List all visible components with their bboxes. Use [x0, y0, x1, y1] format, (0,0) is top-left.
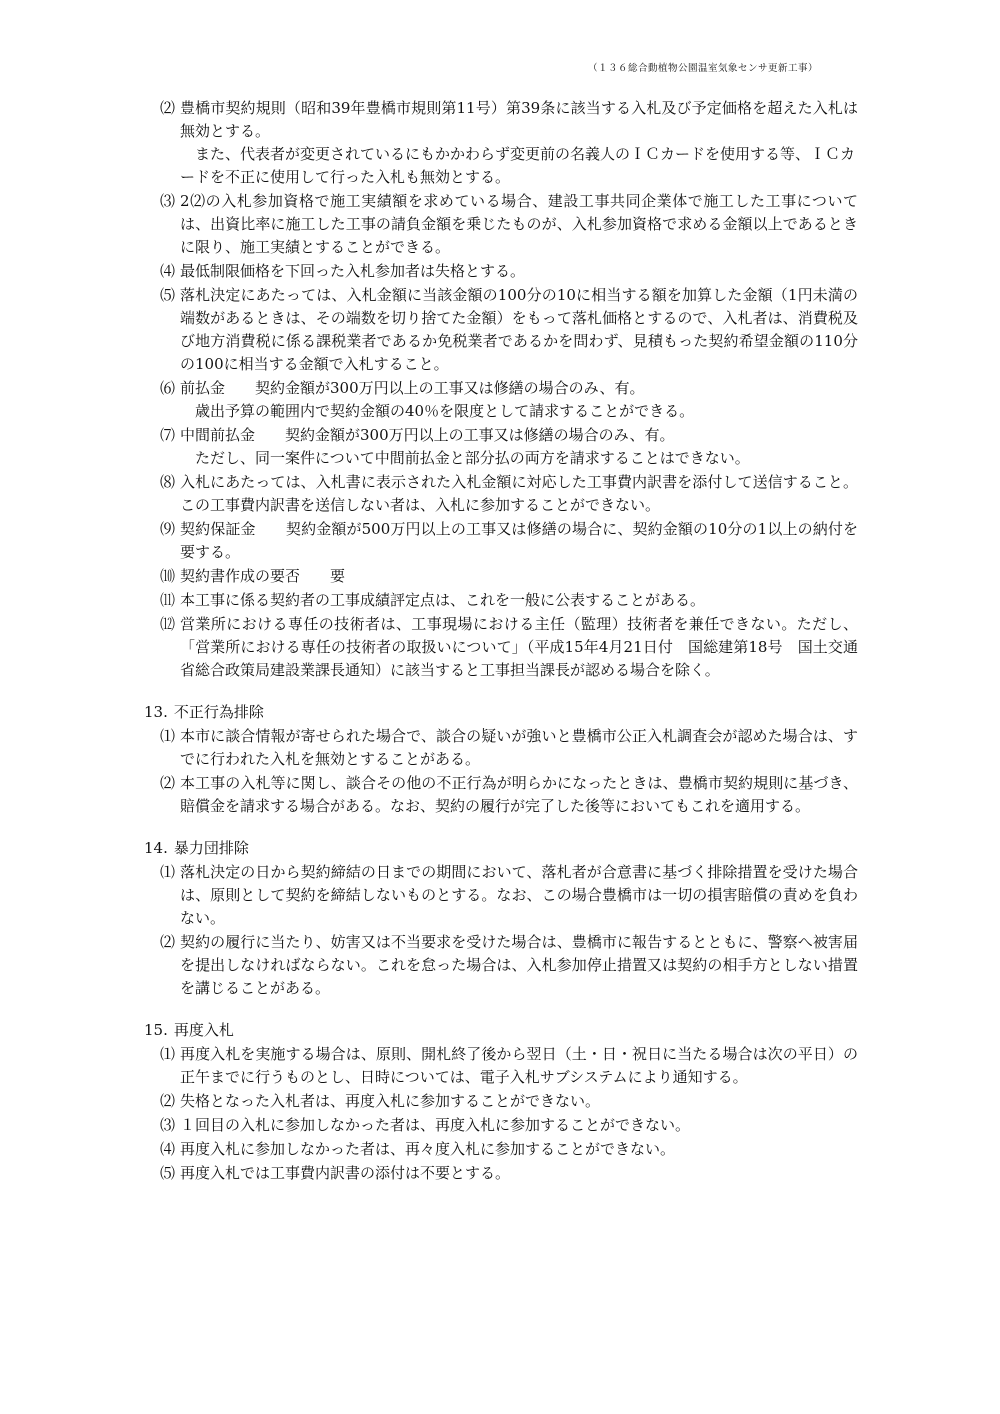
list-item: [0, 1043, 1000, 1089]
list-item: [0, 589, 1000, 612]
list-item: [0, 1114, 1000, 1137]
item-number: ⑶: [160, 1116, 176, 1134]
item-number: ⑽: [160, 567, 176, 585]
item-number: ⑵: [160, 774, 176, 792]
item-text: 再度入札では工事費内訳書の添付は不要とする。: [180, 1164, 511, 1182]
section-number: 14.: [144, 839, 168, 857]
item-extra-text: 歳出予算の範囲内で契約金額の40％を限度として請求することができる。: [195, 402, 695, 420]
section-number: 15.: [144, 1021, 168, 1039]
list-item: [0, 1090, 1000, 1113]
item-number: ⑺: [160, 426, 176, 444]
item-text: 本市に談合情報が寄せられた場合で、談合の疑いが強いと豊橋市公正入札調査会が認めた場合は、すでに行われた入札を無効とすることがある。: [180, 727, 858, 768]
document-body: [0, 96, 1000, 1185]
list-item: [0, 97, 1000, 143]
item-number: ⑴: [160, 727, 176, 745]
list-item: [0, 377, 1000, 400]
list-item: [0, 1138, 1000, 1161]
item-text: 最低制限価格を下回った入札参加者は失格とする。: [180, 262, 526, 280]
item-number: ⑸: [160, 1164, 176, 1182]
list-item: [0, 772, 1000, 818]
section-title: 不正行為排除: [173, 703, 264, 721]
item-text: 本工事の入札等に関し、談合その他の不正行為が明らかになったときは、豊橋市契約規則に基づき、賠償金を請求する場合がある。なお、契約の履行が完了した後等においてもこれを適用する。: [180, 774, 858, 815]
item-number: ⑴: [160, 1045, 176, 1063]
item-extra-text: また、代表者が変更されているにもかかわらず変更前の名義人のＩＣカードを使用する等、ＩＣカードを不正に使用して行った入札も無効とする。: [180, 145, 856, 186]
list-item: [0, 1162, 1000, 1185]
section-heading-14: [0, 836, 1000, 860]
list-item: [0, 260, 1000, 283]
item-number: ⑶: [160, 192, 176, 210]
list-item: [0, 190, 1000, 259]
item-text: 再度入札を実施する場合は、原則、開札終了後から翌日（土・日・祝日に当たる場合は次の平日）の正午までに行うものとし、日時については、電子入札サブシステムにより通知する。: [180, 1045, 858, 1086]
item-text: 再度入札に参加しなかった者は、再々度入札に参加することができない。: [180, 1140, 676, 1158]
list-item: [0, 931, 1000, 1000]
item-text: 契約保証金 契約金額が500万円以上の工事又は修繕の場合に、契約金額の10分の1以上の納付を要する。: [180, 520, 858, 561]
item-text: 契約の履行に当たり、妨害又は不当要求を受けた場合は、豊橋市に報告するとともに、警察へ被害届を提出しなければならない。これを怠った場合は、入札参加停止措置又は契約の相手方としない措置を講じることがある。: [180, 933, 858, 997]
item-text: 前払金 契約金額が300万円以上の工事又は修繕の場合のみ、有。: [180, 379, 645, 397]
item-text: 中間前払金 契約金額が300万円以上の工事又は修繕の場合のみ、有。: [180, 426, 675, 444]
list-item: [0, 284, 1000, 376]
project-header: （１３６総合動植物公園温室気象センサ更新工事）: [587, 63, 818, 74]
section-title: 再度入札: [173, 1021, 234, 1039]
item-number: ⑸: [160, 286, 176, 304]
item-text: １回目の入札に参加しなかった者は、再度入札に参加することができない。: [180, 1116, 691, 1134]
item-number: ⑴: [160, 863, 176, 881]
list-item: [0, 518, 1000, 564]
section-title: 暴力団排除: [173, 839, 249, 857]
section-heading-13: [0, 700, 1000, 724]
item-text: 入札にあたっては、入札書に表示された入札金額に対応した工事費内訳書を添付して送信すること。この工事費内訳書を送信しない者は、入札に参加することができない。: [180, 473, 858, 514]
item-number: ⑼: [160, 520, 176, 538]
list-item: [0, 725, 1000, 771]
item-number: ⑵: [160, 1092, 176, 1110]
item-number: ⑵: [160, 99, 176, 117]
item-number: ⑾: [160, 591, 176, 609]
item-number: ⑻: [160, 473, 176, 491]
item-number: ⑷: [160, 262, 176, 280]
list-item: [0, 861, 1000, 930]
item-text: 豊橋市契約規則（昭和39年豊橋市規則第11号）第39条に該当する入札及び予定価格を超えた入札は無効とする。: [180, 99, 858, 140]
item-text: 2⑵の入札参加資格で施工実績額を求めている場合、建設工事共同企業体で施工した工事については、出資比率に施工した工事の請負金額を乗じたものが、入札参加資格で求める金額以上であるときに限り、施工実績とすることができる。: [180, 192, 858, 256]
item-number: ⑿: [160, 615, 176, 633]
item-number: ⑹: [160, 379, 176, 397]
item-text: 落札決定の日から契約締結の日までの期間において、落札者が合意書に基づく排除措置を受けた場合は、原則として契約を締結しないものとする。なお、この場合豊橋市は一切の損害賠償の責めを負わない。: [180, 863, 858, 927]
item-text: 本工事に係る契約者の工事成績評定点は、これを一般に公表することがある。: [180, 591, 706, 609]
section-number: 13.: [144, 703, 168, 721]
item-number: ⑷: [160, 1140, 176, 1158]
item-number: ⑵: [160, 933, 176, 951]
list-item: [0, 471, 1000, 517]
item-text: 営業所における専任の技術者は、工事現場における主任（監理）技術者を兼任できない。ただし、「営業所における専任の技術者の取扱いについて」（平成15年4月21日付 国総建第18号 国土交通省総合政策局建設業課長通知）に該当すると工事担当課長が認める場合を除く。: [180, 615, 858, 679]
section-heading-15: [0, 1018, 1000, 1042]
item-text: 落札決定にあたっては、入札金額に当該金額の100分の10に相当する額を加算した金額（1円未満の端数があるときは、その端数を切り捨てた金額）をもって落札価格とするので、入札者は、消費税及び地方消費税に係る課税業者であるか免税業者であるかを問わず、見積もった契約希望金額の110分の100に相当する金額で入札すること。: [180, 286, 858, 373]
list-item: [0, 613, 1000, 682]
item-text: 失格となった入札者は、再度入札に参加することができない。: [180, 1092, 601, 1110]
list-item: [0, 424, 1000, 447]
item-extra-text: ただし、同一案件について中間前払金と部分払の両方を請求することはできない。: [195, 449, 750, 467]
item-text: 契約書作成の要否 要: [180, 567, 346, 585]
list-item: [0, 565, 1000, 588]
